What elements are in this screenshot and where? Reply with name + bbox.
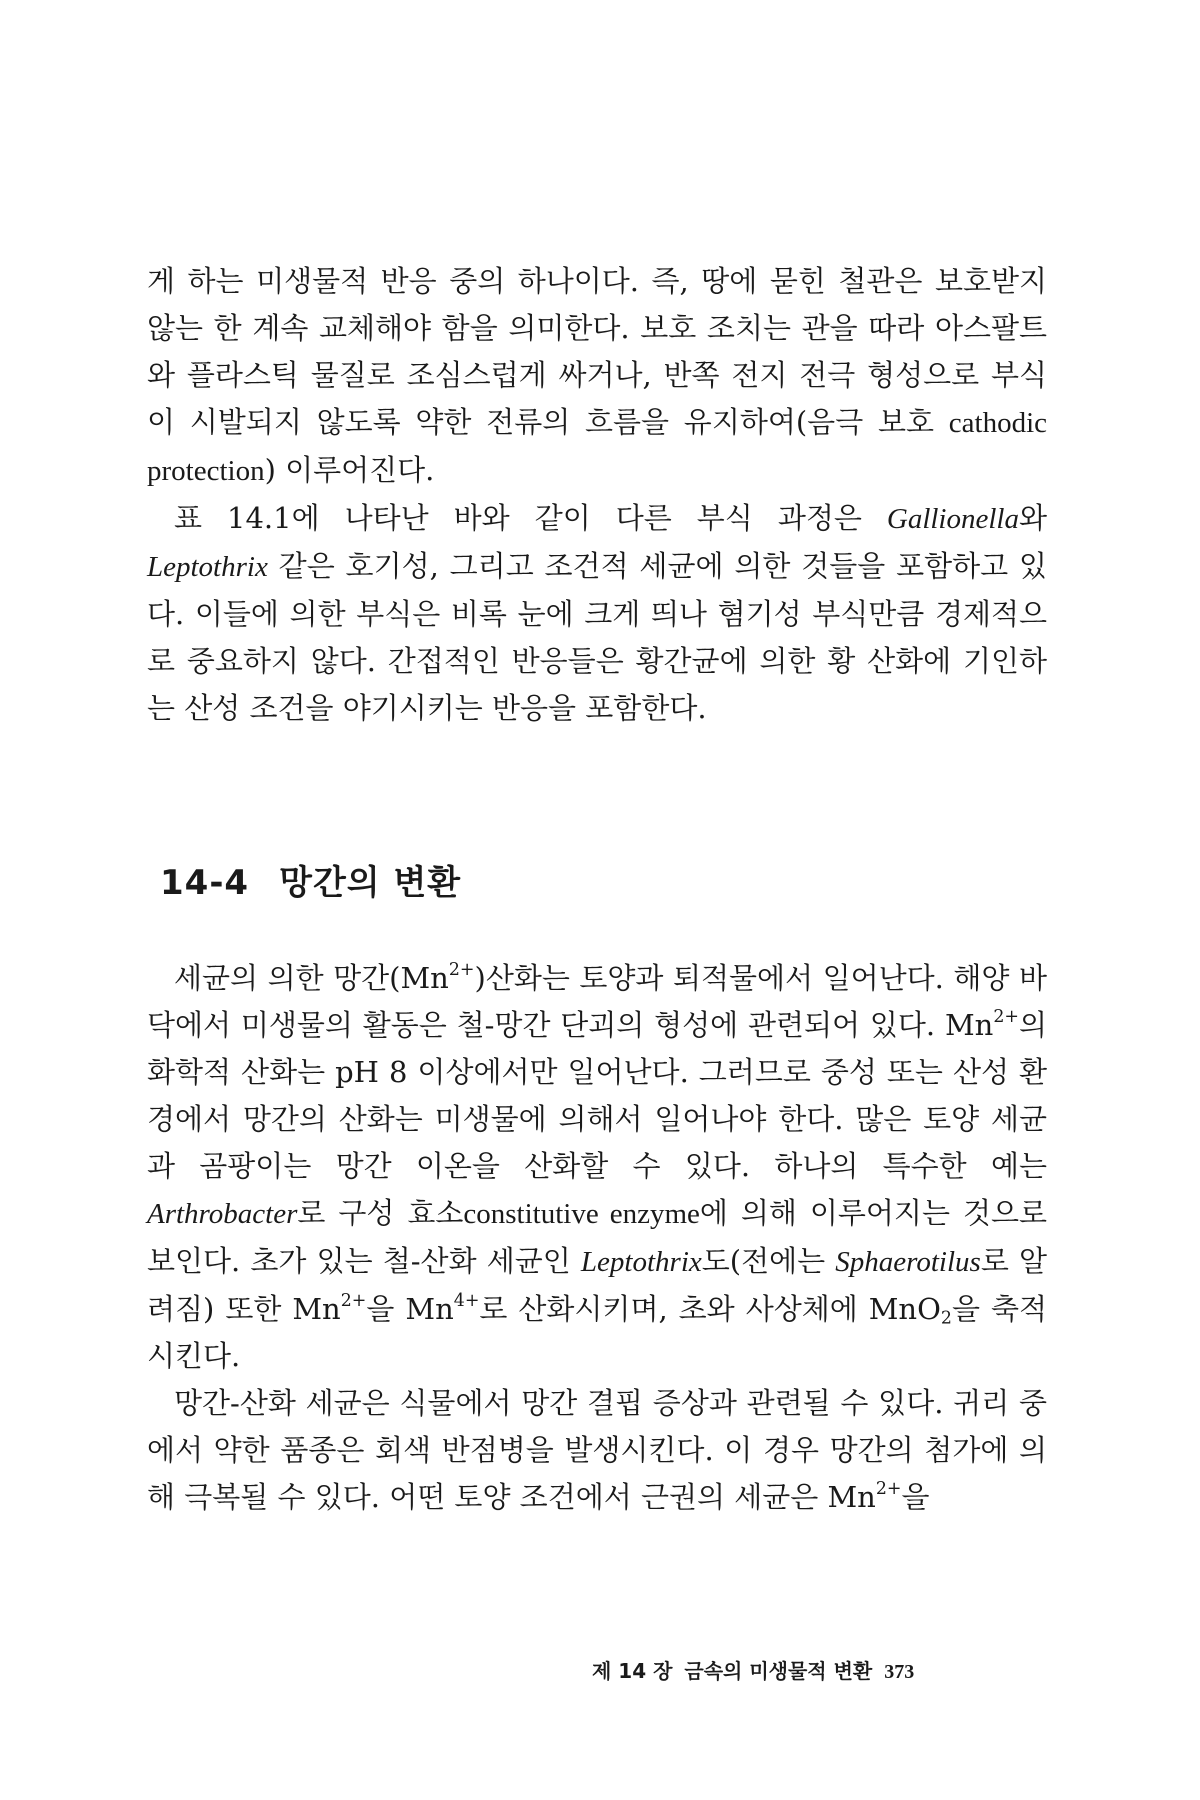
superscript: 4+ (453, 1290, 480, 1311)
text-run: 망간-산화 세균은 식물에서 망간 결핍 증상과 관련될 수 있다. 귀리 중에서 약한 품종은 회색 반점병을 발생시킨다. 이 경우 망간의 첨가에 의해 극복될 수 있다. 어떤 토양 조건에서 근권의 세균은 Mn (147, 1386, 1047, 1514)
section-title: 망간의 변환 (279, 863, 462, 903)
text-run: 도(전에는 (701, 1244, 836, 1278)
text-run: 로 산화시키며, 초와 사상체에 MnO (479, 1292, 941, 1326)
chapter-label: 제 14 장 (592, 1659, 673, 1683)
body-text-top (147, 258, 1047, 732)
paragraph (147, 955, 1047, 1380)
text-run: 같은 호기성, 그리고 조건적 세균에 의한 것들을 포함하고 있다. 이들에 의한 부식은 비록 눈에 크게 띄나 혐기성 부식만큼 경제적으로 중요하지 않다. 간접적인 반응들은 황간균에 의한 황 산화에 기인하는 산성 조건을 야기시키는 반응을 포함한다. (147, 549, 1047, 725)
genus-name: Leptothrix (580, 1246, 702, 1278)
text-run: 로 알려짐) 또한 Mn (147, 1244, 1047, 1326)
genus-name: Sphaerotilus (835, 1246, 981, 1278)
section-number: 14-4 (160, 863, 250, 903)
superscript: 2+ (448, 959, 475, 980)
text-run: 로 구성 효소 (297, 1196, 464, 1230)
page-number: 373 (884, 1661, 915, 1683)
superscript: 2+ (993, 1006, 1019, 1027)
superscript: 2+ (875, 1478, 902, 1499)
body-text-bottom (147, 955, 1047, 1521)
text-run: ) 이루어진다. (264, 453, 435, 487)
genus-name: Leptothrix (147, 551, 268, 583)
text-run: 을 축적시킨다. (147, 1292, 1048, 1373)
text-run: 에 의해 이루어지는 것으로 보인다. 초가 있는 철-산화 세균인 (147, 1196, 1047, 1278)
chapter-title: 금속의 미생물적 변환 (684, 1659, 873, 1683)
genus-name: Arthrobacter (147, 1198, 298, 1230)
text-run: 와 (1018, 501, 1047, 535)
text-run: )산화는 토양과 퇴적물에서 일어난다. 해양 바닥에서 미생물의 활동은 철-망간 단괴의 형성에 관련되어 있다. Mn (147, 961, 1047, 1042)
text-run: 세균의 의한 망간(Mn (174, 961, 449, 995)
running-footer (592, 1655, 914, 1684)
paragraph (147, 495, 1047, 732)
text-run: 을 Mn (366, 1292, 454, 1326)
english-term: constitutive enzyme (463, 1198, 700, 1230)
genus-name: Gallionella (886, 503, 1019, 535)
text-run: 을 (901, 1480, 930, 1514)
superscript: 2+ (340, 1290, 367, 1311)
paragraph (147, 258, 1047, 495)
text-run: 게 하는 미생물적 반응 중의 하나이다. 즉, 땅에 묻힌 철관은 보호받지 않는 한 계속 교체해야 함을 의미한다. 보호 조치는 관을 따라 아스팔트와 플라스틱 물질로 조심스럽게 싸거나, 반쪽 전지 전극 형성으로 부식이 시발되지 않도록 약한 전류의 흐름을 유지하여(음극 보호 (147, 264, 1047, 439)
subscript: 2 (940, 1308, 952, 1329)
paragraph (147, 1380, 1047, 1521)
text-run: 의 화학적 산화는 pH 8 이상에서만 일어난다. 그러므로 중성 또는 산성 환경에서 망간의 산화는 미생물에 의해서 일어나야 한다. 많은 토양 세균과 곰팡이는 망간 이온을 산화할 수 있다. 하나의 특수한 예는 (147, 1008, 1047, 1183)
text-run: 표 14.1에 나타난 바와 같이 다른 부식 과정은 (174, 501, 887, 535)
section-heading (160, 855, 461, 904)
english-term: cathodic protection (147, 407, 1047, 487)
